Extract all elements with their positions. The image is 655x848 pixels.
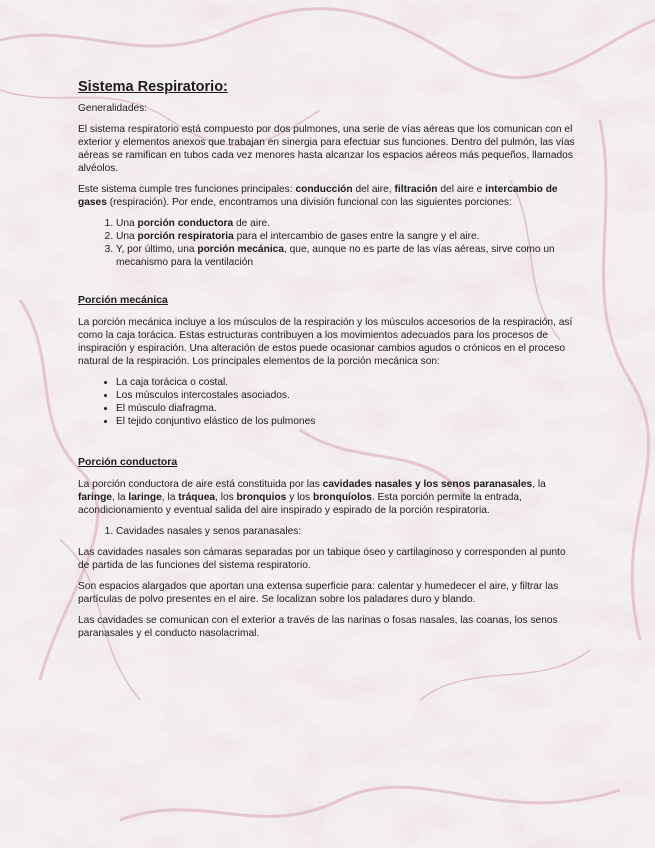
list-item: 2. Una porción respiratoria para el intercambio de gases entre la sangre y el aire. bbox=[116, 230, 578, 243]
conductora-list bbox=[78, 525, 578, 538]
intro-paragraph: El sistema respiratorio está compuesto por dos pulmones, una serie de vías aéreas que los comunican con el exterior y elementos anexos que trabajan en sinergia para efectuar sus funciones. Dentro del pulmón, las vías aéreas se ramifican en tubos cada vez menores hasta alcanzar los espacios aéreos más pequeños, llamados alvéolos. bbox=[78, 124, 575, 174]
mecanica-list bbox=[78, 376, 578, 428]
list-item: • La caja torácica o costal. bbox=[116, 376, 578, 389]
term-filtracion: filtración bbox=[394, 184, 438, 195]
conductora-paragraph: La porción conductora de aire está constituida por las cavidades nasales y los senos paranasales, la faringe, la laringe, la tráquea, los bronquios y los bronquíolos. Esta porción permite la entrada, acondicionamiento y eventual salida del aire inspirado y espirado de la porción respiratoria. bbox=[78, 479, 546, 516]
list-item: 3. Y, por último, una porción mecánica, que, aunque no es parte de las vías aéreas, sirve como un mecanismo para la ventilación bbox=[116, 243, 578, 269]
document-page bbox=[78, 78, 578, 648]
section-heading-conductora: Porción conductora bbox=[78, 456, 178, 468]
cavidades-paragraph-3: Las cavidades se comunican con el exterior a través de las narinas o fosas nasales, las coanas, los senos paranasales y el conducto nasolacrimal. bbox=[78, 615, 558, 639]
cavidades-paragraph-1: Las cavidades nasales son cámaras separadas por un tabique óseo y cartilaginoso y corresponden al punto de partida de las funciones del sistema respiratorio. bbox=[78, 547, 566, 571]
term-conduccion: conducción bbox=[295, 184, 353, 195]
section-heading-mecanica: Porción mecánica bbox=[78, 294, 168, 306]
list-item: • El músculo diafragma. bbox=[116, 402, 578, 415]
cavidades-paragraph-2: Son espacios alargados que aportan una extensa superficie para: calentar y humedecer el aire, y filtrar las partículas de polvo presentes en el aire. Se localizan sobre los paladares duro y blando. bbox=[78, 581, 559, 605]
mecanica-paragraph: La porción mecánica incluye a los músculos de la respiración y los músculos accesorios de la respiración, así como la caja torácica. Estas estructuras contribuyen a los movimientos adecuados para los procesos de inspiración y espiración. Una alteración de estos puede ocasionar cambios agudos o crónicos en el proceso natural de la respiración. Los principales elementos de la porción mecánica son: bbox=[78, 317, 573, 367]
term-intercambio: intercambio de gases bbox=[78, 184, 558, 208]
list-item: 1. Una porción conductora de aire. bbox=[116, 217, 578, 230]
page-title: Sistema Respiratorio: bbox=[78, 79, 228, 95]
list-item: • El tejido conjuntivo elástico de los pulmones bbox=[116, 415, 578, 428]
generalidades-label: Generalidades: bbox=[78, 103, 148, 114]
portions-list bbox=[78, 217, 578, 269]
list-item: 1. Cavidades nasales y senos paranasales: bbox=[116, 525, 578, 538]
functions-paragraph: Este sistema cumple tres funciones principales: conducción del aire, filtración del aire e intercambio de gases (respiración). Por ende, encontramos una división funcional con las siguientes porciones: bbox=[78, 184, 558, 208]
list-item: • Los músculos intercostales asociados. bbox=[116, 389, 578, 402]
